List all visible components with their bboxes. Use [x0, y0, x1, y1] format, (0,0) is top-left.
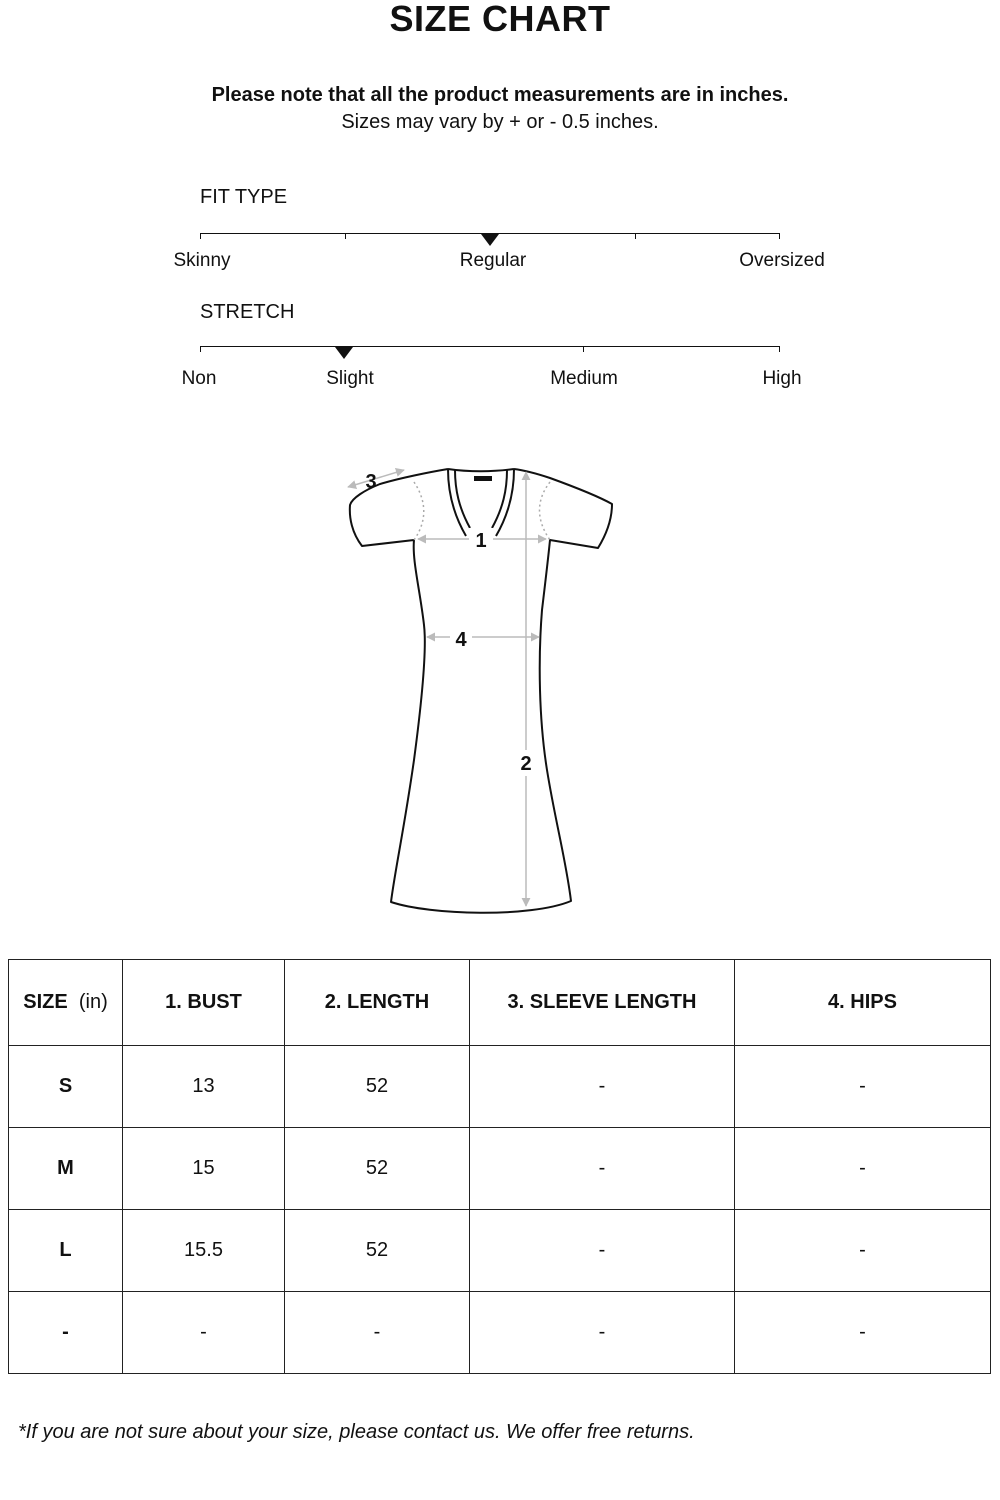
stretch-label: Slight	[326, 368, 374, 389]
stretch-title: STRETCH	[200, 301, 295, 323]
header-size	[9, 960, 123, 1046]
length-cell: 52	[285, 1210, 470, 1292]
header-size-label: SIZE	[23, 991, 68, 1013]
fit-type-label: Regular	[459, 250, 527, 271]
table-row	[9, 1210, 991, 1292]
diagram-label-length: 2	[520, 753, 532, 775]
size-table	[8, 959, 991, 1374]
diagram-label-sleeve: 3	[365, 471, 377, 493]
fit-type-tick	[635, 233, 636, 239]
header-bust: 1. BUST	[123, 960, 285, 1046]
table-row	[9, 1128, 991, 1210]
stretch-tick	[779, 346, 780, 352]
fit-type-title: FIT TYPE	[200, 186, 288, 208]
table-row	[9, 1292, 991, 1374]
sleeve-length-cell: -	[470, 1046, 735, 1128]
hips-cell: -	[735, 1046, 991, 1128]
diagram-label-hips: 4	[455, 629, 467, 651]
table-row	[9, 1046, 991, 1128]
bust-cell: 13	[123, 1046, 285, 1128]
table-header-row	[9, 960, 991, 1046]
fit-type-tick	[345, 233, 346, 239]
stretch-tick	[200, 346, 201, 352]
dress-diagram	[330, 455, 630, 925]
stretch-line	[200, 346, 780, 347]
header-length: 2. LENGTH	[285, 960, 470, 1046]
fit-type-label: Oversized	[739, 250, 825, 271]
footer-note: *If you are not sure about your size, please contact us. We offer free returns.	[18, 1421, 695, 1443]
stretch-label: Non	[181, 368, 217, 389]
fit-type-tick	[779, 233, 780, 239]
size-cell: -	[9, 1292, 123, 1374]
fit-type-marker-icon	[481, 234, 499, 246]
hips-cell: -	[735, 1128, 991, 1210]
stretch-label: High	[762, 368, 802, 389]
length-cell: 52	[285, 1128, 470, 1210]
size-cell: M	[9, 1128, 123, 1210]
stretch-tick	[583, 346, 584, 352]
bust-cell: -	[123, 1292, 285, 1374]
fit-type-label: Skinny	[173, 250, 231, 271]
variance-note: Sizes may vary by + or - 0.5 inches.	[341, 111, 659, 133]
stretch-label: Medium	[550, 368, 618, 389]
hips-cell: -	[735, 1292, 991, 1374]
size-cell: L	[9, 1210, 123, 1292]
hips-cell: -	[735, 1210, 991, 1292]
length-cell: -	[285, 1292, 470, 1374]
bust-cell: 15	[123, 1128, 285, 1210]
measurement-note: Please note that all the product measurements are in inches.	[211, 84, 789, 106]
header-hips: 4. HIPS	[735, 960, 991, 1046]
header-sleeve-length: 3. SLEEVE LENGTH	[470, 960, 735, 1046]
sleeve-length-cell: -	[470, 1292, 735, 1374]
diagram-label-bust: 1	[475, 530, 487, 552]
bust-cell: 15.5	[123, 1210, 285, 1292]
header-size-unit: (in)	[78, 991, 108, 1013]
fit-type-tick	[200, 233, 201, 239]
measurement-arrows	[348, 470, 546, 906]
size-cell: S	[9, 1046, 123, 1128]
stretch-marker-icon	[335, 347, 353, 359]
label-tag-icon	[474, 476, 492, 481]
page-title: SIZE CHART	[389, 0, 611, 39]
sleeve-length-cell: -	[470, 1210, 735, 1292]
sleeve-length-cell: -	[470, 1128, 735, 1210]
length-cell: 52	[285, 1046, 470, 1128]
